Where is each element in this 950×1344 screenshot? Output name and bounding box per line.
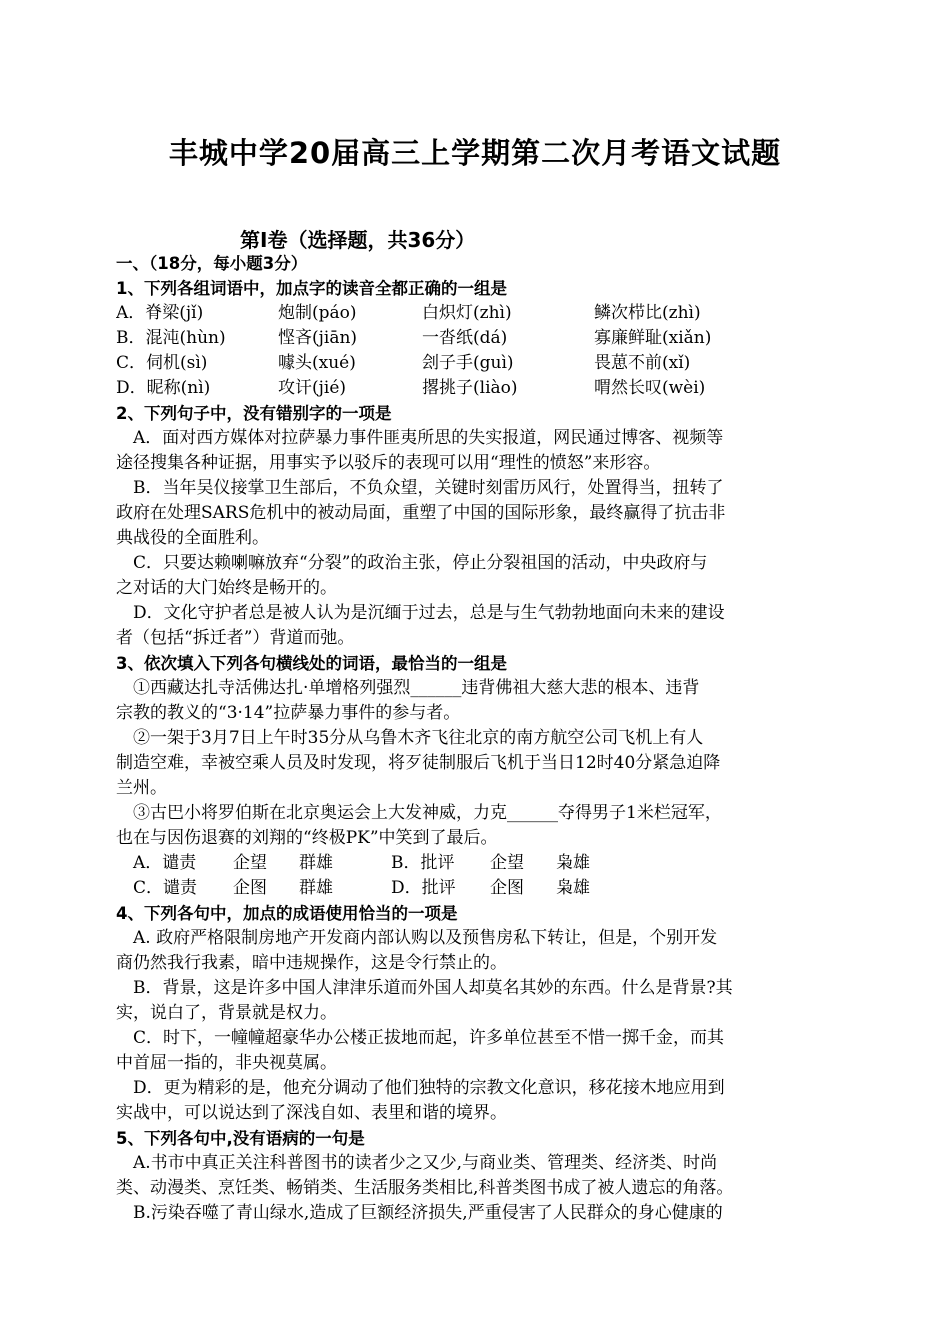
q4-line: B．背景，这是许多中国人津津乐道而外国人却莫名其妙的东西。什么是背景?其 [133, 978, 733, 998]
q1-cell: A．脊梁(jǐ) [116, 303, 204, 323]
q3-line: 宗教的教义的“3·14”拉萨暴力事件的参与者。 [116, 703, 461, 723]
question-2-stem: 2、下列句子中，没有错别字的一项是 [116, 404, 392, 423]
q1-cell: 鳞次栉比(zhì) [594, 303, 701, 323]
q1-cell: B．混沌(hùn) [116, 328, 226, 348]
q2-line: 途径搜集各种证据，用事实予以驳斥的表现可以用“理性的愤怒”来形容。 [116, 453, 661, 473]
q1-option-row [116, 326, 816, 351]
q3-line: 制造空难，幸被空乘人员及时发现，将歹徒制服后飞机于当日12时40分紧急迫降 [116, 753, 721, 773]
q3-option: A．谴责 [133, 853, 197, 873]
q3-options-row [116, 876, 816, 901]
q1-cell: 撂挑子(liào) [422, 378, 518, 398]
q4-line: 中首屈一指的，非央视莫属。 [116, 1053, 337, 1073]
q2-line: 者（包括“拆迁者”）背道而弛。 [116, 628, 355, 648]
q4-line: D．更为精彩的是，他充分调动了他们独特的宗教文化意识，移花接木地应用到 [133, 1078, 725, 1098]
q2-line: A．面对西方媒体对拉萨暴力事件匪夷所思的失实报道，网民通过博客、视频等 [133, 428, 724, 448]
q4-line: 商仍然我行我素，暗中违规操作，这是令行禁止的。 [116, 953, 507, 973]
q1-cell: 炮制(páo) [278, 303, 357, 323]
q1-cell: 攻讦(jié) [278, 378, 347, 398]
q1-cell: 白炽灯(zhì) [422, 303, 512, 323]
q4-line: 实战中，可以说达到了深浅自如、表里和谐的境界。 [116, 1103, 507, 1123]
question-3-stem: 3、依次填入下列各句横线处的词语，最恰当的一组是 [116, 654, 507, 673]
q1-cell: 寡廉鲜耻(xiǎn) [594, 328, 712, 348]
q3-option: 企望 [490, 853, 524, 873]
q5-line: 类、动漫类、烹饪类、畅销类、生活服务类相比,科普类图书成了被人遗忘的角落。 [116, 1178, 734, 1198]
q4-line: A. 政府严格限制房地产开发商内部认购以及预售房私下转让，但是，个别开发 [133, 928, 718, 948]
q4-line: C．时下，一幢幢超豪华办公楼正拔地而起，许多单位甚至不惜一掷千金，而其 [133, 1028, 725, 1048]
q3-line: 兰州。 [116, 778, 167, 798]
question-1-stem: 1、下列各组词语中，加点字的读音全都正确的一组是 [116, 279, 507, 298]
q3-option: C．谴责 [133, 878, 198, 898]
q5-line: A.书市中真正关注科普图书的读者少之又少,与商业类、管理类、经济类、时尚 [133, 1153, 718, 1173]
q1-option-row [116, 376, 816, 401]
q3-line: ③古巴小将罗伯斯在北京奥运会上大发神威，力克______夺得男子1米栏冠军， [133, 803, 722, 823]
q1-cell: 悭吝(jiān) [278, 328, 358, 348]
q3-option: 企图 [490, 878, 524, 898]
q1-cell: 刽子手(guì) [422, 353, 514, 373]
q3-option: D．批评 [391, 878, 456, 898]
q4-line: 实，说白了，背景就是权力。 [116, 1003, 337, 1023]
q3-line: 也在与因伤退赛的刘翔的“终极PK”中笑到了最后。 [116, 828, 498, 848]
q2-line: 之对话的大门始终是畅开的。 [116, 578, 337, 598]
q1-cell: 噱头(xué) [278, 353, 356, 373]
q1-cell: 喟然长叹(wèi) [594, 378, 706, 398]
q3-option: 枭雄 [556, 878, 590, 898]
q3-option: 群雄 [299, 878, 333, 898]
q3-line: ①西藏达扎寺活佛达扎·单增格列强烈______违背佛祖大慈大悲的根本、违背 [133, 678, 700, 698]
q1-cell: 畏葸不前(xǐ) [594, 353, 691, 373]
q3-option: 群雄 [299, 853, 333, 873]
q3-option: 枭雄 [556, 853, 590, 873]
q2-line: D．文化守护者总是被人认为是沉缅于过去，总是与生气勃勃地面向未来的建设 [133, 603, 725, 623]
exam-title: 丰城中学20届高三上学期第二次月考语文试题 [168, 136, 782, 170]
volume-heading: 第Ⅰ卷（选择题，共36分） [240, 228, 476, 252]
section-heading: 一、（18分，每小题3分） [116, 254, 308, 273]
q2-line: B．当年吴仪接掌卫生部后，不负众望，关键时刻雷历风行，处置得当，扭转了 [133, 478, 724, 498]
q3-option: 企图 [233, 878, 267, 898]
q3-options-row [116, 851, 816, 876]
q3-option: 企望 [233, 853, 267, 873]
q1-option-row [116, 301, 816, 326]
q5-line: B.污染吞噬了青山绿水,造成了巨额经济损失,严重侵害了人民群众的身心健康的 [133, 1203, 723, 1223]
q1-cell: 一沓纸(dá) [422, 328, 508, 348]
q2-line: 典战役的全面胜利。 [116, 528, 269, 548]
q1-option-row [116, 351, 816, 376]
question-4-stem: 4、下列各句中，加点的成语使用恰当的一项是 [116, 904, 458, 923]
q2-line: C．只要达赖喇嘛放弃“分裂”的政治主张，停止分裂祖国的活动，中央政府与 [133, 553, 708, 573]
q3-option: B．批评 [391, 853, 455, 873]
q1-cell: D．昵称(nì) [116, 378, 211, 398]
question-5-stem: 5、下列各句中,没有语病的一句是 [116, 1129, 365, 1148]
q2-line: 政府在处理SARS危机中的被动局面，重塑了中国的国际形象，最终赢得了抗击非 [116, 503, 726, 523]
q1-cell: C．伺机(sì) [116, 353, 208, 373]
exam-content [116, 251, 816, 1226]
q3-line: ②一架于3月7日上午时35分从乌鲁木齐飞往北京的南方航空公司飞机上有人 [133, 728, 704, 748]
